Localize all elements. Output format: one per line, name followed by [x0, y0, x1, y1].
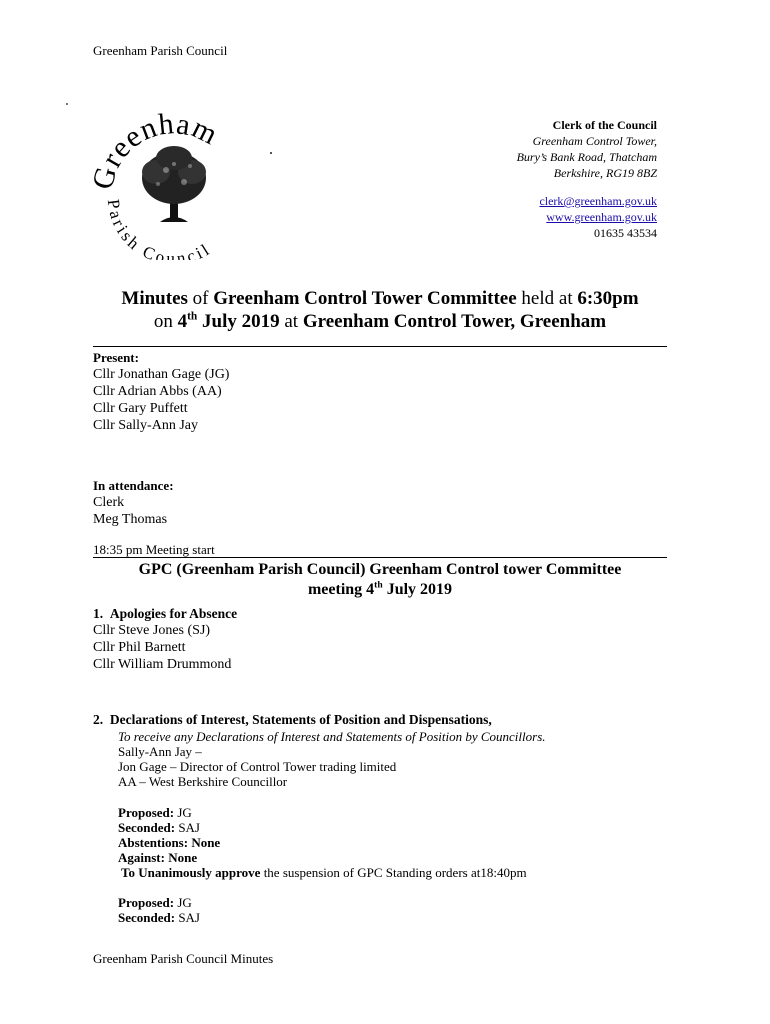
- clerk-title: Clerk of the Council: [552, 118, 657, 132]
- meeting-heading-line: GPC (Greenham Parish Council) Greenham Control tower Committee: [138, 561, 622, 578]
- vote-label: Proposed:: [118, 805, 175, 820]
- attendance-section: [93, 477, 174, 528]
- apologies-section: [93, 605, 237, 673]
- resolution-text: the suspension of GPC Standing orders at18:40pm: [260, 865, 527, 880]
- vote-value: SAJ: [175, 820, 200, 835]
- attendee: Meg Thomas: [93, 512, 168, 527]
- minutes-title: [93, 287, 667, 333]
- clerk-address-line: Berkshire, RG19 8BZ: [553, 166, 657, 180]
- logo-arc-top-text: reenham: [94, 107, 224, 173]
- vote-label: Seconded:: [118, 910, 176, 925]
- clerk-address-line: Greenham Control Tower,: [532, 134, 657, 148]
- vote-against: Against: None: [118, 850, 198, 865]
- present-section: [93, 349, 229, 434]
- vote-value: JG: [174, 805, 192, 820]
- vote-value: SAJ: [175, 910, 200, 925]
- title-part: of: [187, 288, 214, 309]
- meeting-heading: [93, 560, 667, 600]
- parish-council-logo: [90, 100, 250, 260]
- meeting-start: 18:35 pm Meeting start: [93, 542, 215, 557]
- divider: [93, 346, 667, 347]
- apology-item: Cllr Phil Barnett: [93, 640, 186, 655]
- attendee: Cllr Sally-Ann Jay: [93, 418, 198, 433]
- clerk-contact-block: [517, 117, 657, 241]
- title-part: th: [187, 310, 198, 323]
- website-link[interactable]: www.greenham.gov.uk: [546, 210, 657, 224]
- logo-arc-bottom-text: Parish Council: [103, 198, 215, 260]
- tree-icon: [142, 146, 206, 222]
- present-label: Present:: [93, 350, 139, 365]
- vote-block-2: [118, 895, 200, 925]
- title-part: Greenham Control Tower Committee: [213, 288, 517, 309]
- meeting-heading-line: July 2019: [382, 581, 453, 598]
- section-title: 2. Declarations of Interest, Statements of Position and Dispensations,: [93, 712, 492, 727]
- vote-block-1: [118, 805, 527, 880]
- title-part: at: [279, 311, 303, 332]
- attendance-label: In attendance:: [93, 478, 174, 493]
- apology-item: Cllr Steve Jones (SJ): [93, 623, 211, 638]
- title-part: on: [153, 311, 178, 332]
- vote-label: Proposed:: [118, 895, 175, 910]
- title-part: Minutes: [121, 288, 188, 309]
- stray-mark: [66, 103, 68, 105]
- title-part: July 2019: [197, 311, 280, 332]
- attendee: Cllr Jonathan Gage (JG): [93, 367, 230, 382]
- declarations-instruction: To receive any Declarations of Interest and Statements of Position by Councillors.: [118, 729, 546, 744]
- vote-value: JG: [174, 895, 192, 910]
- declaration-item: AA – West Berkshire Councillor: [118, 774, 288, 789]
- title-part: Greenham Control Tower, Greenham: [302, 311, 607, 332]
- title-part: 4: [177, 311, 188, 332]
- declarations-body: [118, 729, 546, 789]
- divider: [93, 557, 667, 558]
- meeting-heading-sup: th: [374, 579, 383, 591]
- attendee: Clerk: [93, 495, 125, 510]
- declaration-item: Jon Gage – Director of Control Tower trading limited: [118, 759, 397, 774]
- meeting-heading-line: meeting 4: [307, 581, 375, 598]
- clerk-address-line: Bury’s Bank Road, Thatcham: [516, 150, 657, 164]
- vote-label: Seconded:: [118, 820, 176, 835]
- page-footer: Greenham Parish Council Minutes: [93, 951, 274, 966]
- resolution-text: To Unanimously approve: [121, 865, 261, 880]
- declaration-item: Sally-Ann Jay –: [118, 744, 202, 759]
- page-header: Greenham Parish Council: [93, 43, 228, 58]
- clerk-phone: 01635 43534: [594, 226, 657, 240]
- attendee: Cllr Adrian Abbs (AA): [93, 384, 222, 399]
- declarations-title: [93, 711, 492, 728]
- section-title: 1. Apologies for Absence: [93, 606, 238, 621]
- clerk-email-link[interactable]: clerk@greenham.gov.uk: [539, 194, 657, 208]
- title-part: 6:30pm: [577, 288, 639, 309]
- attendee: Cllr Gary Puffett: [93, 401, 188, 416]
- vote-abstentions: Abstentions: None: [118, 835, 221, 850]
- title-part: held at: [516, 288, 578, 309]
- stray-mark: [270, 152, 272, 154]
- apology-item: Cllr William Drummond: [93, 657, 232, 672]
